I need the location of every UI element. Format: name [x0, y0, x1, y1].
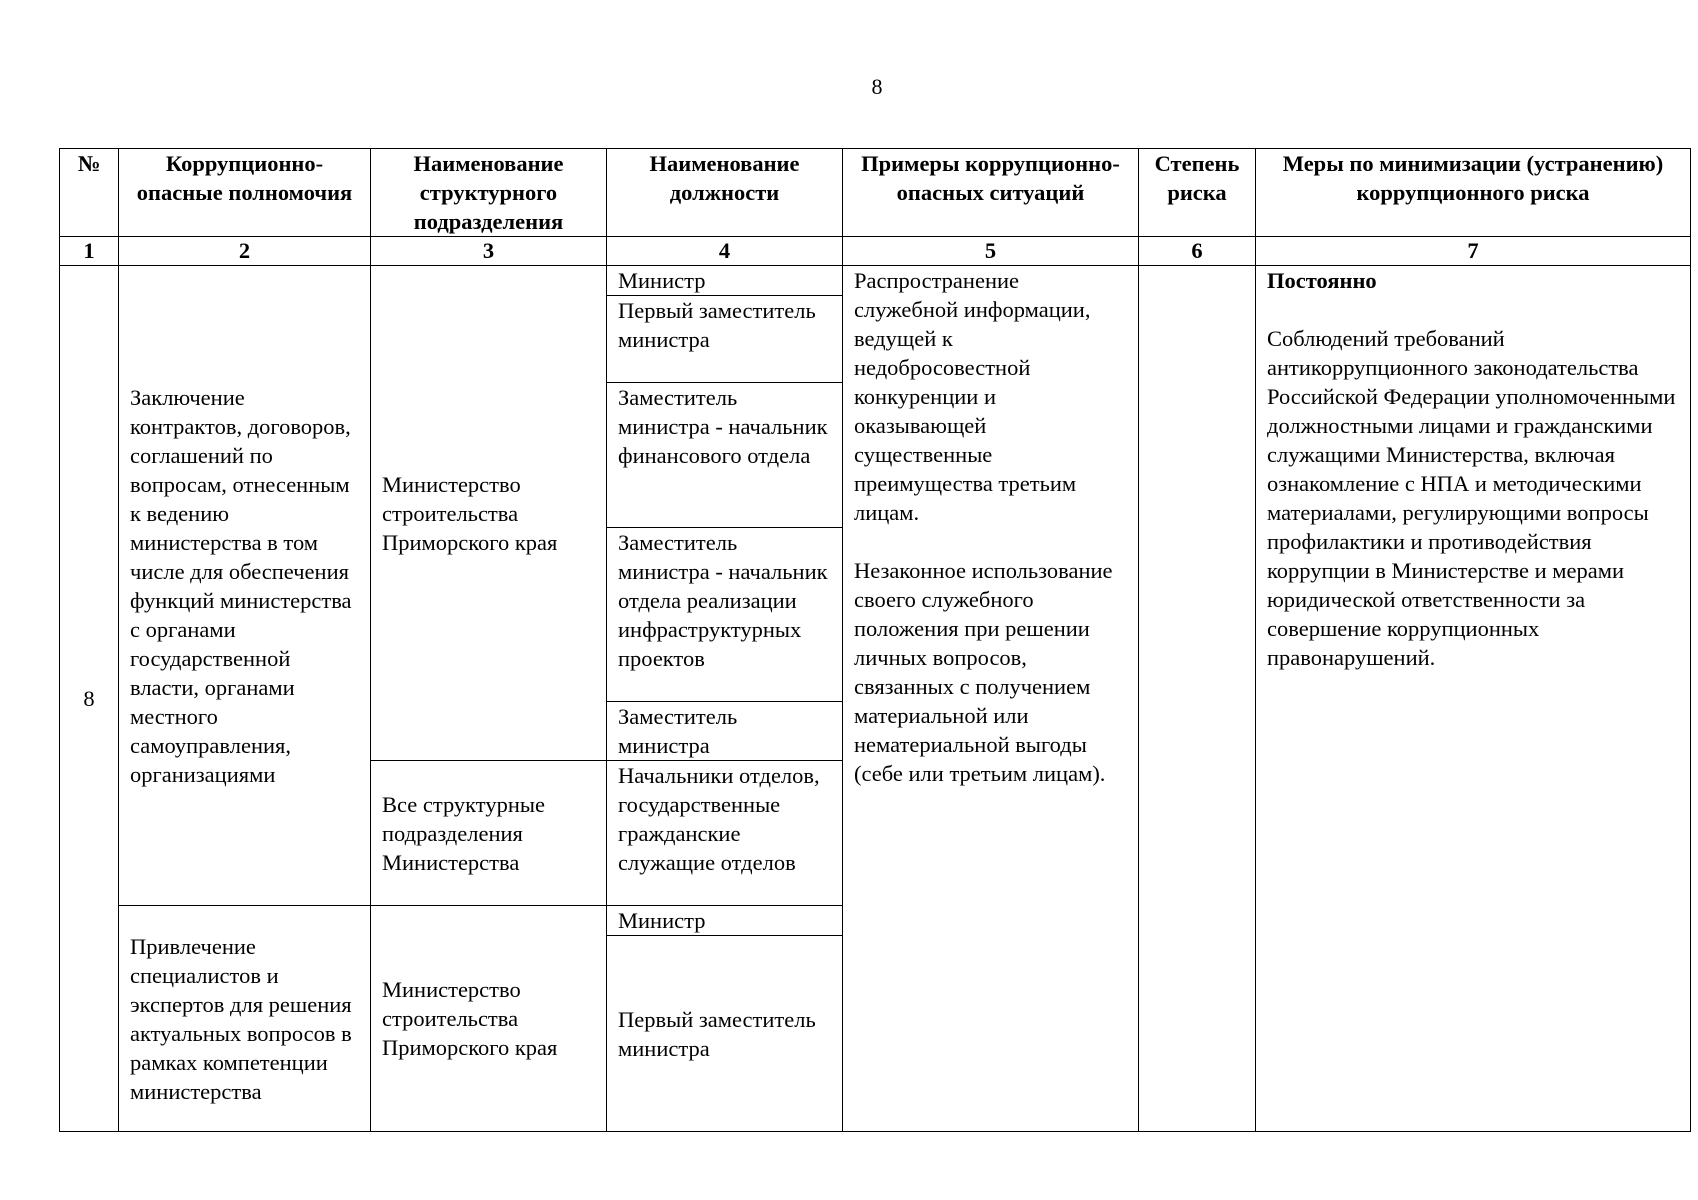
corruption-risk-table: [59, 148, 1691, 1132]
row-number: 8: [60, 266, 119, 1132]
measures-continuation: [1256, 906, 1691, 1132]
header-row: [60, 149, 1691, 237]
department-all: Все структурные подразделения Министерства: [371, 761, 607, 906]
column-number: 4: [607, 237, 843, 266]
position-cell: Заместитель министра - начальник финансового отдела: [607, 383, 843, 528]
header-situations: Примеры коррупционно-опасных ситуаций: [843, 149, 1139, 237]
position-cell: Министр: [607, 266, 843, 296]
situations-continuation: [843, 906, 1139, 1132]
page-number: 8: [871, 74, 883, 99]
measures-cell: [1256, 266, 1691, 906]
column-number-row: [60, 237, 1691, 266]
position-cell: Первый заместитель министра: [607, 296, 843, 383]
header-number: №: [60, 149, 119, 237]
authority-contracts: Заключение контрактов, договоров, соглашений по вопросам, отнесенным к ведению министерства в том числе для обеспечения функций министерства с органами государственной власти, органами местного самоуправления, организациями: [119, 266, 371, 906]
position-cell: Первый заместитель министра: [607, 936, 843, 1132]
risk-level-continuation: [1139, 906, 1256, 1132]
header-position: Наименование должности: [607, 149, 843, 237]
header-authority: Коррупционно-опасные полномочия: [119, 149, 371, 237]
measures-text: Соблюдений требований антикоррупционного законодательства Российской Федерации уполномоченными должностными лицами и гражданскими служащими Министерства, включая ознакомление с НПА и методическими материалами, регулирующими вопросы профилактики и противодействия коррупции в Министерстве и мерами юридической ответственности за совершение коррупционных правонарушений.: [1267, 326, 1676, 670]
department-ministry: Министерство строительства Приморского края: [371, 266, 607, 761]
column-number: 2: [119, 237, 371, 266]
table-row: [60, 906, 1691, 936]
column-number: 6: [1139, 237, 1256, 266]
header-risk-level: Степень риска: [1139, 149, 1256, 237]
department-ministry-2: Министерство строительства Приморского края: [371, 906, 607, 1132]
situation-leak: Распространение служебной информации, ведущей к недобросовестной конкуренции и оказывающей существенные преимущества третьим лицам.: [854, 268, 1091, 525]
position-cell: Начальники отделов, государственные гражданские служащие отделов: [607, 761, 843, 906]
situation-abuse: Незаконное использование своего служебного положения при решении личных вопросов, связанных с получением материальной или нематериальной выгоды (себе или третьим лицам).: [854, 558, 1113, 786]
position-cell: Заместитель министра - начальник отдела реализации инфраструктурных проектов: [607, 528, 843, 702]
column-number: 3: [371, 237, 607, 266]
header-department: Наименование структурного подразделения: [371, 149, 607, 237]
column-number: 7: [1256, 237, 1691, 266]
position-cell: Министр: [607, 906, 843, 936]
header-measures: Меры по минимизации (устранению) коррупционного риска: [1256, 149, 1691, 237]
column-number: 1: [60, 237, 119, 266]
situations-cell: [843, 266, 1139, 906]
authority-experts: Привлечение специалистов и экспертов для решения актуальных вопросов в рамках компетенции министерства: [119, 906, 371, 1132]
column-number: 5: [843, 237, 1139, 266]
table-row: [60, 266, 1691, 296]
measures-title: Постоянно: [1267, 268, 1377, 293]
position-cell: Заместитель министра: [607, 702, 843, 761]
risk-level-cell: [1139, 266, 1256, 906]
